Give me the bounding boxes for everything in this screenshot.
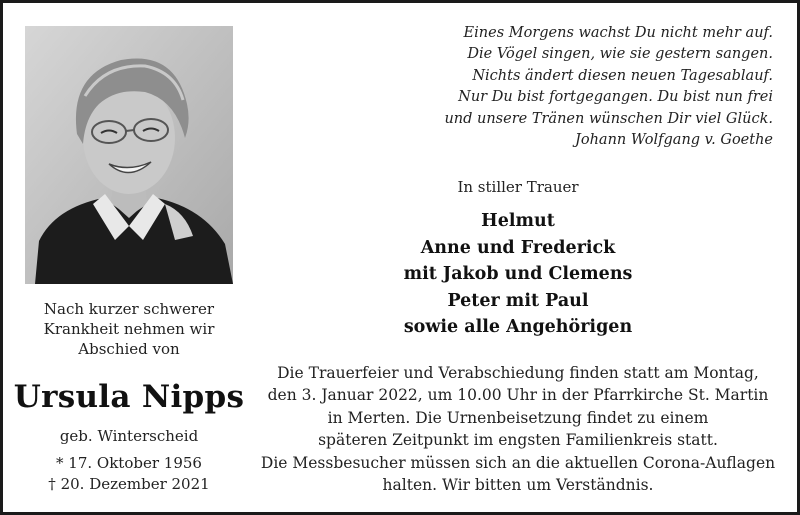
deceased-name: Ursula Nipps [13, 379, 245, 415]
mourning-intro: In stiller Trauer [457, 178, 579, 196]
mourner-name: sowie alle Angehörigen [403, 317, 633, 337]
poem-quote [333, 23, 773, 151]
poem-author: Johann Wolfgang v. Goethe [575, 132, 773, 149]
death-date: † 20. Dezember 2021 [48, 475, 210, 493]
poem-line: Eines Morgens wachst Du nicht mehr auf. [463, 25, 773, 41]
birth-date: * 17. Oktober 1956 [56, 454, 202, 472]
farewell-intro [25, 299, 233, 359]
funeral-line: späteren Zeitpunkt im engsten Familienkreis statt. [318, 431, 718, 450]
poem-line: Nichts ändert diesen neuen Tagesablauf. [472, 67, 773, 84]
poem-line: Nur Du bist fortgegangen. Du bist nun frei [458, 89, 773, 106]
funeral-line: Die Messbesucher müssen sich an die aktuellen Corona-Auflagen [260, 453, 776, 472]
maiden-name: geb. Winterscheid [59, 427, 199, 445]
farewell-intro-line: Krankheit nehmen wir [43, 320, 215, 338]
mourners-list [273, 208, 763, 341]
funeral-line: den 3. Januar 2022, um 10.00 Uhr in der Pfarrkirche St. Martin [267, 386, 769, 405]
poem-line: Die Vögel singen, wie sie gestern sangen. [467, 46, 773, 63]
life-dates [25, 453, 233, 495]
funeral-line: Die Trauerfeier und Verabschiedung finden statt am Montag, [277, 364, 759, 382]
poem-line: und unsere Tränen wünschen Dir viel Glück. [444, 110, 773, 127]
portrait-image [25, 26, 233, 284]
funeral-line: halten. Wir bitten um Verständnis. [382, 476, 654, 495]
funeral-details [258, 362, 778, 496]
farewell-intro-line: Abschied von [78, 340, 180, 358]
funeral-line: in Merten. Die Urnenbeisetzung findet zu einem [327, 408, 709, 427]
mourner-name: Peter mit Paul [447, 290, 589, 311]
mourner-name: Helmut [481, 211, 555, 231]
farewell-intro-line: Nach kurzer schwerer [43, 300, 215, 318]
mourner-name: mit Jakob und Clemens [403, 264, 633, 284]
mourner-name: Anne und Frederick [420, 237, 616, 258]
portrait-photo [25, 26, 233, 284]
